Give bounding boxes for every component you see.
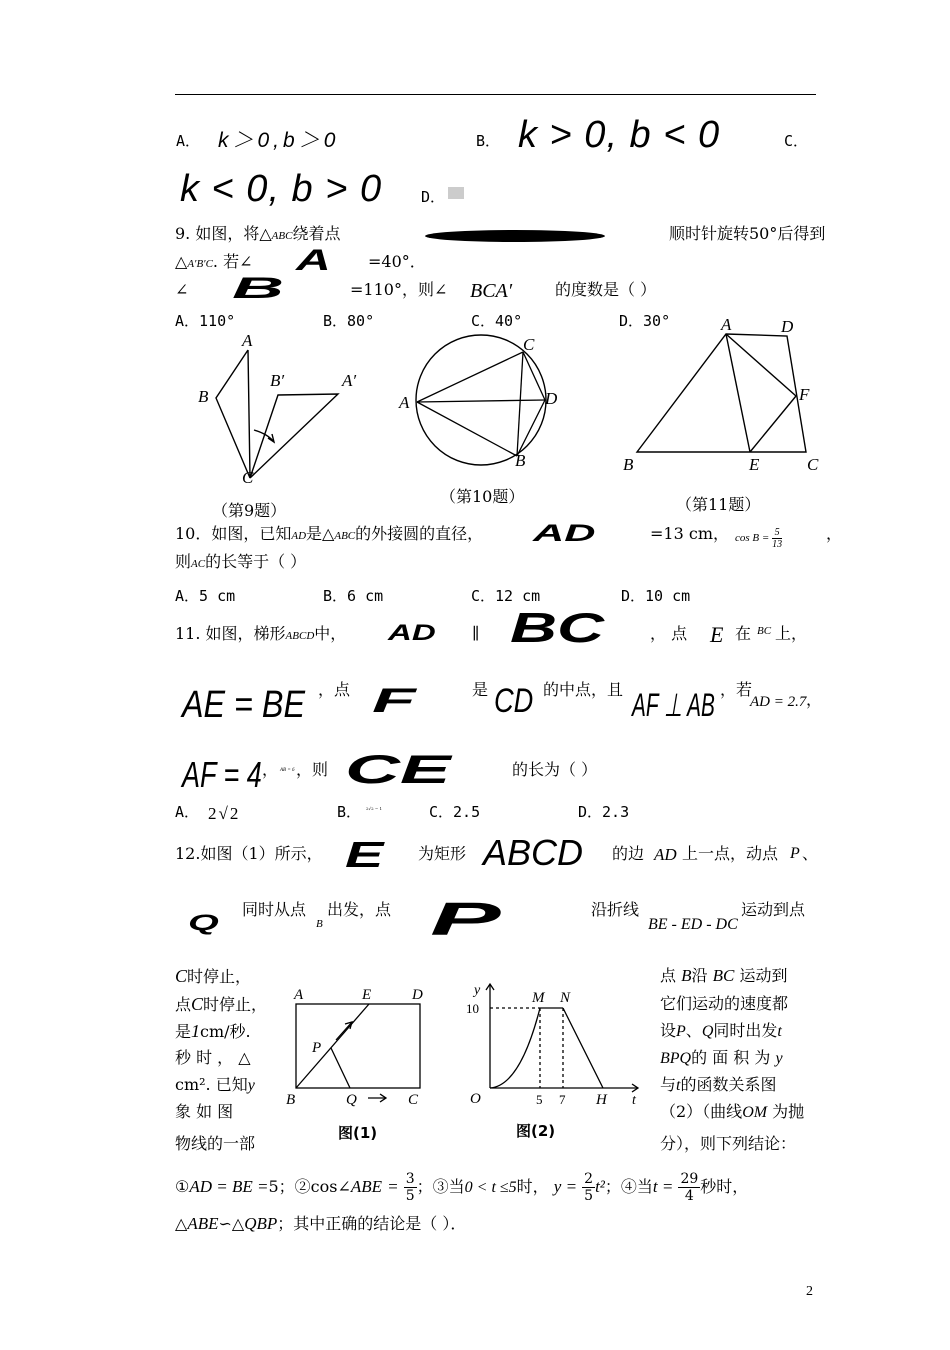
q11-option-c: C．2.5 — [429, 803, 481, 821]
q8-d-image-artifact — [448, 187, 464, 199]
q11-cd: CD — [494, 682, 534, 720]
q10-line2: 则AC的长等于（ ） — [175, 552, 307, 571]
q8-a-label: A． — [176, 132, 201, 150]
q12-line1-d: 上一点，动点 — [682, 844, 779, 863]
q12-q-big: Q — [188, 910, 219, 935]
q10-option-a: A．5 cm — [175, 587, 236, 605]
q9-line3-start: ∠ — [175, 280, 189, 299]
q12-right-line-2: 它们运动的速度都 — [660, 994, 789, 1013]
fig2-label-o: O — [470, 1091, 481, 1107]
fig10-label-c: C — [523, 335, 535, 354]
q10-cos-b: cos B = $\frac{5}{13}$ — [735, 527, 783, 550]
q11-e: E — [710, 622, 724, 647]
q10-ad-value: =13 cm， — [650, 524, 729, 543]
q12-left-line-3: 是1cm/秒. — [175, 1021, 251, 1041]
q12-line2-c: 沿折线 — [591, 900, 640, 919]
q12-figure-2 — [460, 976, 650, 1146]
q12-right-line-5: 与t的函数关系图 — [660, 1075, 777, 1094]
q11-af-perp-ab: AF ⊥ AB — [632, 687, 715, 723]
fig11-label-c: C — [807, 455, 819, 474]
fig2-caption: 图(2) — [516, 1122, 556, 1140]
fig1-label-b: B — [286, 1092, 296, 1108]
q9-line2-end: =40°． — [368, 252, 426, 271]
fig11-label-e: E — [749, 455, 760, 474]
q11-option-d: D．2.3 — [578, 803, 630, 821]
q10-ad-big: AD — [533, 520, 596, 547]
q9-option-d: D．30° — [619, 312, 671, 330]
q11-f-big: F — [372, 682, 416, 720]
q11-line1-start: 11. 如图，梯形ABCD中， — [175, 624, 347, 643]
q11-line1-end: 上， — [775, 624, 808, 643]
fig2-label-five: 5 — [536, 1092, 543, 1107]
fig11-label-f: F — [799, 385, 810, 404]
q11-ad-value: AD = 2.7 — [750, 694, 807, 710]
fig11-label-a: A — [721, 315, 732, 334]
q9-line2: △A′B′C. 若∠ — [175, 252, 253, 271]
fig1-label-a: A — [294, 987, 304, 1003]
q12-path: BE - ED - DC — [648, 916, 738, 933]
q12-p: P — [790, 845, 800, 862]
q9-option-a: A．110° — [175, 312, 236, 330]
q12-abcd: ABCD — [483, 832, 584, 873]
figure-q11 — [615, 312, 840, 482]
fig2-label-seven: 7 — [559, 1092, 566, 1107]
q12-p-big: P — [430, 893, 501, 945]
fig1-label-e: E — [362, 987, 372, 1003]
q12-right-line-1: 点 B沿 BC 运动到 — [660, 966, 788, 985]
q8-c-math: k < 0, b > 0 — [180, 168, 383, 210]
fig11-caption: （第11题） — [676, 495, 761, 514]
fig1-label-q: Q — [346, 1092, 357, 1108]
q11-ae-eq-be: AE = BE — [182, 684, 305, 726]
q12-left-line-5: cm². 已知y — [175, 1075, 255, 1094]
q12-left-line-7: 物线的一部 — [175, 1134, 256, 1153]
q9-angle-b-big: B — [232, 272, 285, 305]
q12-line2-a: 同时从点 — [242, 900, 307, 919]
q12-line2-d: 运动到点 — [741, 900, 806, 919]
q8-b-label: B． — [476, 132, 501, 150]
q12-left-line-1: C时停止， — [175, 966, 252, 986]
q12-figure-1 — [282, 984, 442, 1144]
q8-b-math: k > 0, b < 0 — [518, 114, 721, 156]
fig9-label-b: B — [198, 387, 209, 406]
figure-q9 — [190, 330, 360, 490]
q11-line1-mid: ， 点 — [650, 624, 688, 643]
q11-line2-d: ，若 — [720, 680, 753, 699]
header-rule — [175, 94, 816, 95]
fig2-label-t: t — [632, 1093, 636, 1108]
fig10-label-b: B — [515, 451, 526, 470]
q11-line3-a: ， — [262, 760, 279, 779]
q12-line1-b: 为矩形 — [418, 844, 467, 863]
fig10-label-a: A — [399, 393, 410, 412]
q11-line2-b: 是 — [472, 680, 489, 699]
q9-option-b: B．80° — [323, 312, 375, 330]
q11-parallel: ∥ — [472, 624, 480, 643]
fig2-label-y: y — [474, 983, 481, 998]
q10-option-c: C．12 cm — [471, 587, 541, 605]
q10-option-b: B．6 cm — [323, 587, 384, 605]
fig1-label-c: C — [408, 1092, 419, 1108]
page-number: 2 — [806, 1284, 813, 1299]
q12-ad: AD — [654, 845, 677, 864]
fig9-label-c: C — [242, 468, 254, 487]
q12-conclusions-line1: ①AD = BE =5；②cos∠ABE = $\frac{3}{5}$ ；③当0 < t ≤5时， y = $\frac{2}{5}$ t²；④当t = $\frac{29}{4}$ 秒时， — [175, 1171, 749, 1204]
fig2-label-h: H — [596, 1092, 607, 1108]
q11-zai: 在 — [735, 624, 752, 643]
q12-conclusions-line2: △ABE∽△QBP；其中正确的结论是（ ）． — [175, 1214, 467, 1233]
q11-line3-b: ，则 — [296, 760, 329, 779]
q8-c-label: C． — [784, 132, 809, 150]
q12-right-line-7: 分），则下列结论： — [660, 1134, 797, 1153]
q12-b-sub: B — [316, 918, 323, 930]
q11-line2-c: 的中点，且 — [543, 680, 624, 699]
q9-angle-bca: BCA′ — [470, 280, 513, 302]
fig2-label-ten: 10 — [466, 1001, 479, 1016]
fig11-label-b: B — [623, 455, 634, 474]
q12-line1-e: 、 — [802, 844, 819, 863]
q10-option-d: D．10 cm — [621, 587, 691, 605]
fig9-caption: （第9题） — [212, 501, 287, 520]
q9-line3-mid: =110°，则∠ — [350, 280, 448, 299]
q12-line1-c: 的边 — [612, 844, 645, 863]
q11-line2-e: ， — [806, 690, 823, 709]
q12-e-big: E — [345, 834, 384, 875]
q12-right-line-6: （2）（曲线OM 为抛 — [660, 1102, 805, 1121]
q9-line3-end: 的度数是（ ） — [555, 280, 657, 299]
fig2-label-n: N — [560, 990, 571, 1006]
q9-line1: 9. 如图，将△ABC绕着点 — [175, 224, 341, 243]
fig10-label-d: D — [545, 389, 558, 408]
q12-left-line-4: 秒 时 ， △ — [175, 1048, 251, 1067]
fig2-label-m: M — [532, 990, 545, 1006]
fig9-label-bp: B′ — [270, 371, 285, 390]
fig9-label-ap: A′ — [342, 371, 357, 390]
q8-a-math: k＞0,b＞0 — [218, 129, 340, 152]
q12-right-line-4: BPQ的 面 积 为 y — [660, 1048, 783, 1067]
q11-af-value: AF = 4 — [182, 754, 262, 795]
q12-left-line-2: 点C时停止， — [175, 994, 268, 1014]
fig10-caption: （第10题） — [440, 487, 525, 506]
fig1-label-p: P — [312, 1040, 322, 1056]
q11-ad-big: AD — [388, 620, 436, 645]
q8-d-label: D． — [421, 188, 446, 206]
q11-option-b-label: B． — [337, 803, 362, 821]
q11-line3-c: 的长为（ ） — [512, 760, 598, 779]
q9-angle-a-big: A — [296, 244, 331, 277]
fig11-label-d: D — [781, 317, 794, 336]
q12-left-line-6: 象 如 图 — [175, 1102, 234, 1121]
fig1-caption: 图(1) — [338, 1124, 378, 1142]
q9-garbled-formula-1 — [425, 230, 605, 242]
q11-line2-a: ，点 — [318, 680, 351, 699]
fig1-label-d: D — [412, 987, 423, 1003]
q11-option-a-label: A． — [175, 803, 200, 821]
q12-line2-b: 出发，点 — [327, 900, 392, 919]
figure-q10 — [395, 330, 570, 480]
q11-option-a-value: 2√2 — [208, 804, 241, 823]
q11-bc-big: BC — [510, 604, 605, 651]
q9-option-c: C．40° — [471, 312, 523, 330]
q11-option-b-value: 2√2 − 1 — [366, 806, 383, 811]
q10-line1-end: ， — [826, 524, 843, 543]
q12-line1-a: 12.如图（1）所示， — [175, 844, 323, 863]
q11-ce-big: CE — [345, 748, 451, 792]
q11-ab-value-tiny: AB = 6 — [280, 768, 295, 773]
q11-bc-small: BC — [757, 625, 772, 637]
q9-line1-end: 顺时针旋转50°后得到 — [669, 224, 826, 243]
q12-right-line-3: 设P、Q同时出发t — [660, 1021, 782, 1040]
q10-line1: 10．如图，已知AD是△ABC的外接圆的直径， — [175, 524, 484, 543]
fig9-label-a: A — [242, 331, 253, 350]
